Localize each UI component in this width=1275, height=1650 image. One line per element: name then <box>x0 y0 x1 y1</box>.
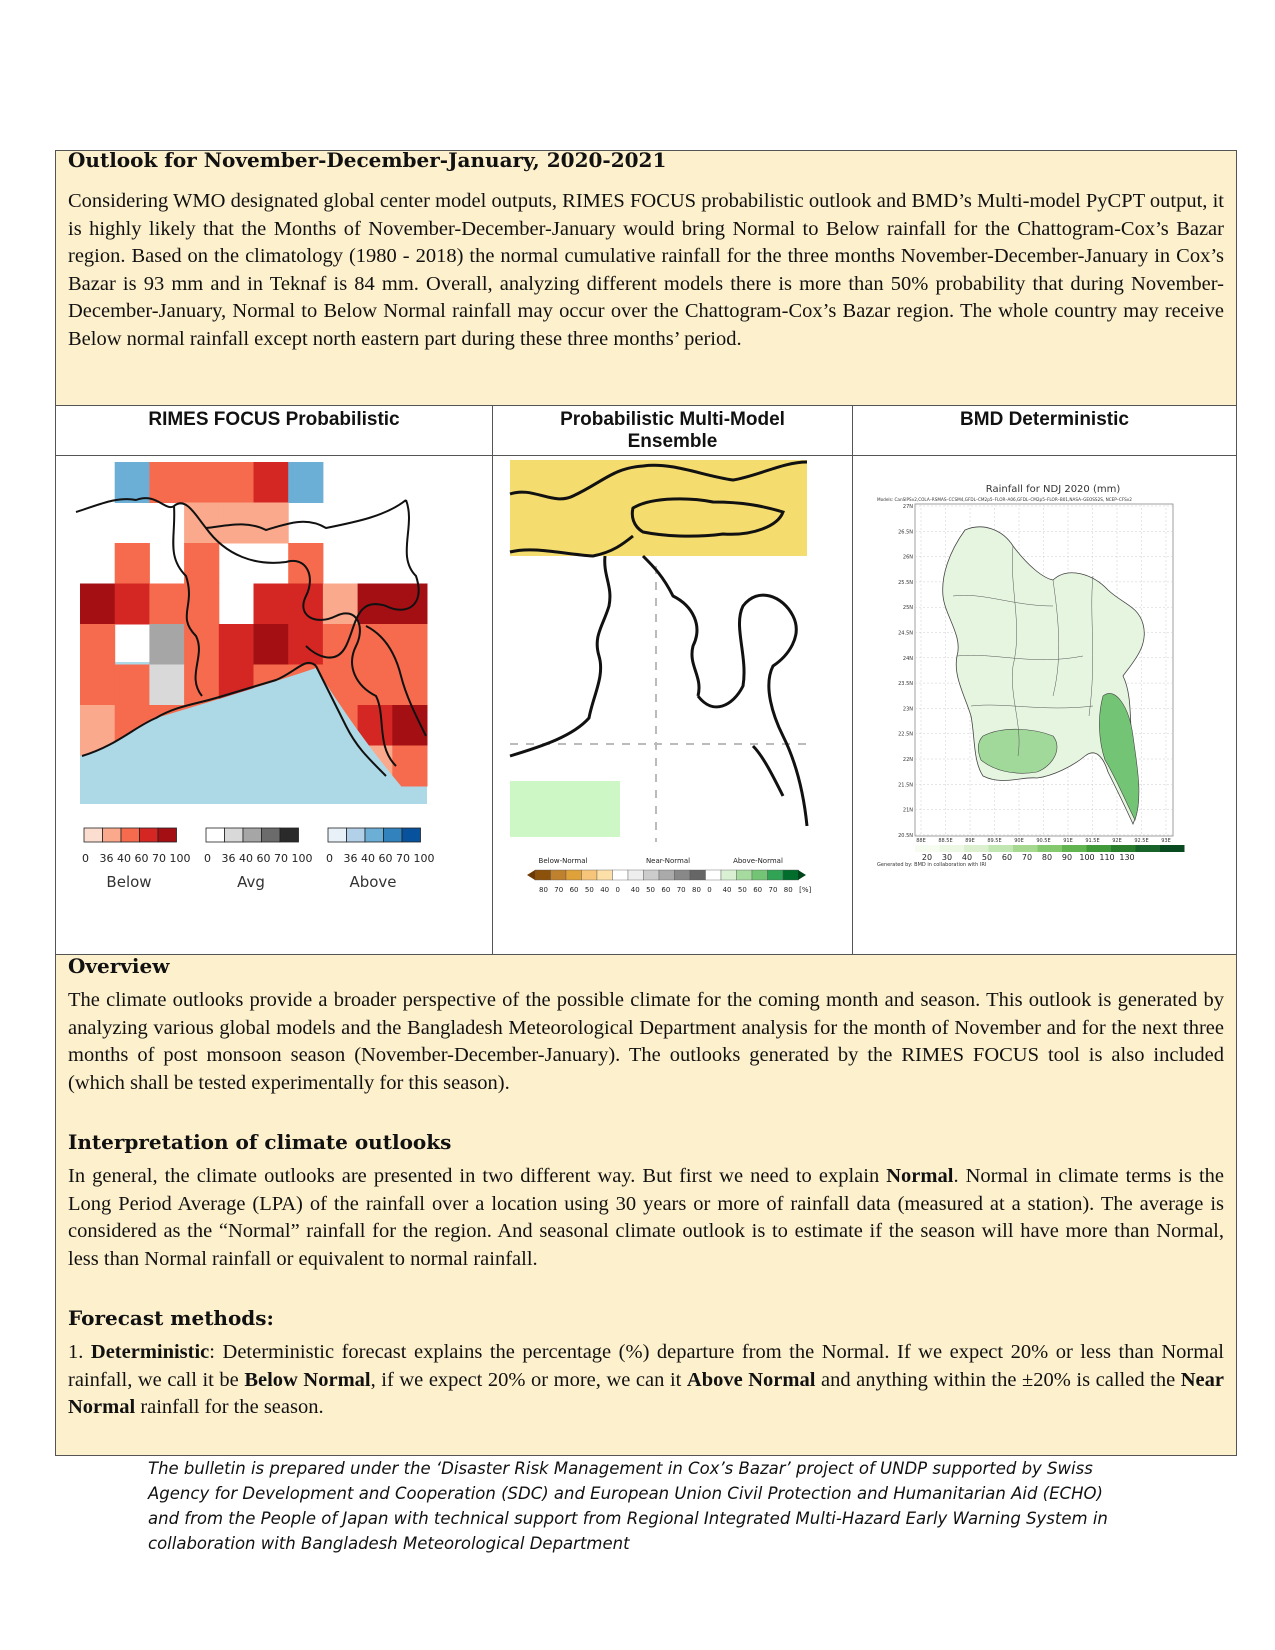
near-normal-area <box>510 781 620 837</box>
pmme-legend-swatch <box>566 870 582 880</box>
pmme-legend-tick: 60 <box>753 886 763 894</box>
legend-swatch <box>84 828 103 842</box>
grid-cell <box>288 462 323 503</box>
bmd-colorbar-swatch <box>1160 845 1185 852</box>
pmme-legend-tick: 60 <box>569 886 579 894</box>
grid-cell <box>115 543 150 584</box>
rimes-focus-header: RIMES FOCUS Probabilistic <box>56 406 492 456</box>
bmd-lat-label: 21.5N <box>898 782 913 789</box>
grid-cell <box>219 624 254 665</box>
pmme-legend-swatch <box>721 870 737 880</box>
interpretation-text-2: . Normal in climate terms is the Long Period Average (LPA) of the rainfall over a location using 30 years or more of rainfall data (measured at a station). The average is considered as the “Normal” rainfall for the region. And seasonal climate outlook is to estimate if the season will have more than Normal, less than Normal rainfall or equivalent to normal rainfall. <box>68 1165 1224 1270</box>
bmd-colorbar-swatch <box>1087 845 1112 852</box>
grid-cell <box>149 665 184 706</box>
bmd-lon-label: 92E <box>1112 838 1122 844</box>
grid-cell <box>392 705 427 746</box>
grid-cell <box>80 584 115 625</box>
bmd-lat-label: 23N <box>902 706 913 713</box>
grid-cell <box>254 503 289 544</box>
pmme-legend-near-title: Near-Normal <box>645 857 691 865</box>
lower-section <box>56 953 1236 1422</box>
grid-cell <box>80 665 115 706</box>
pmme-legend-swatch <box>737 870 753 880</box>
grid-cell <box>184 624 219 665</box>
rimes-focus-panel <box>55 406 493 954</box>
bmd-colorbar-tick: 30 <box>941 853 953 862</box>
pmme-legend-tick: [%] <box>799 886 812 894</box>
grid-cell <box>80 705 115 746</box>
legend-swatch <box>262 828 281 842</box>
pmme-legend-swatch <box>551 870 567 880</box>
bmd-lon-label: 92.5E <box>1134 838 1149 844</box>
pmme-legend-swatch <box>783 870 799 880</box>
grid-cell <box>115 462 150 503</box>
bmd-colorbar-swatch <box>940 845 965 852</box>
legend-swatch <box>140 828 159 842</box>
pmme-legend-swatch <box>597 870 613 880</box>
pmme-header <box>493 406 852 456</box>
bmd-colorbar-tick: 60 <box>1001 853 1013 862</box>
legend-tick-label: 60 <box>378 852 393 865</box>
bmd-colorbar-tick: 70 <box>1021 853 1033 862</box>
grid-cell <box>288 543 323 584</box>
pmme-legend-swatch <box>752 870 768 880</box>
pmme-legend-below-title: Below-Normal <box>538 857 588 865</box>
grid-cell <box>392 665 427 706</box>
legend-tick-label: 70 <box>274 852 288 865</box>
legend-swatch <box>225 828 244 842</box>
legend-tick-label: 0 <box>82 852 89 865</box>
bmd-panel <box>853 406 1237 954</box>
methods-body <box>68 1339 1224 1422</box>
bmd-lat-label: 24N <box>902 655 913 662</box>
grid-cell <box>254 624 289 665</box>
bmd-lon-label: 93E <box>1161 838 1171 844</box>
bmd-colorbar-tick: 100 <box>1079 853 1095 862</box>
bmd-lat-label: 22N <box>902 757 913 763</box>
pmme-legend-tick: 50 <box>646 886 656 894</box>
bmd-colorbar-swatch <box>1013 845 1038 852</box>
legend-above-bar <box>328 828 421 842</box>
bmd-lat-label: 25.5N <box>898 579 913 586</box>
methods-title: Forecast methods: <box>68 1306 274 1330</box>
bmd-colorbar-swatch <box>1062 845 1087 852</box>
method-near-normal: Near Normal <box>68 1368 1224 1418</box>
pmme-legend-tick: 70 <box>676 886 686 894</box>
pmme-legend-swatch <box>675 870 691 880</box>
legend-swatch <box>402 828 421 842</box>
bmd-lon-label: 88E <box>916 838 926 844</box>
bmd-colorbar-swatch <box>1038 845 1063 852</box>
pmme-legend-swatch <box>613 870 629 880</box>
interpretation-body <box>68 1163 1224 1273</box>
pmme-legend-tick: 50 <box>737 886 747 894</box>
legend-avg-bar <box>206 828 299 842</box>
legend-swatch <box>158 828 177 842</box>
bmd-colorbar-tick: 110 <box>1099 853 1115 862</box>
legend-swatch <box>103 828 122 842</box>
pmme-legend-swatch <box>628 870 644 880</box>
method-number: 1. <box>68 1341 91 1363</box>
bmd-colorbar-tick: 50 <box>981 853 993 862</box>
pmme-panel <box>493 406 853 954</box>
legend-above-label: Above <box>349 873 397 891</box>
grid-cell <box>149 624 184 665</box>
legend-avg-label: Avg <box>237 873 265 891</box>
legend-below-label: Below <box>106 873 152 891</box>
bmd-lat-label: 27N <box>902 504 913 510</box>
bmd-lon-label: 91.5E <box>1085 838 1100 844</box>
bmd-lat-label: 24.5N <box>898 630 913 637</box>
legend-swatch <box>121 828 140 842</box>
grid-cell <box>219 503 254 544</box>
pmme-header-line1: Probabilistic Multi-Model <box>560 409 785 430</box>
pmme-legend-arrow-right <box>798 870 806 880</box>
pmme-legend-tick: 80 <box>692 886 701 894</box>
bmd-lon-label: 88.5E <box>938 838 953 844</box>
legend-tick-label: 36 <box>221 852 236 865</box>
interpretation-text-1: In general, the climate outlooks are presented in two different way. But first we need to explain <box>68 1165 887 1187</box>
bmd-lat-label: 26N <box>902 554 913 561</box>
outlook-title: Outlook for November-December-January, 2020-2021 <box>68 148 667 172</box>
legend-swatch <box>365 828 384 842</box>
legend-tick-label: 36 <box>99 852 114 865</box>
pmme-legend-swatch <box>535 870 551 880</box>
grid-cell <box>358 665 393 706</box>
grid-cell <box>184 543 219 584</box>
grid-cell <box>80 624 115 665</box>
overview-title: Overview <box>68 954 170 978</box>
pmme-legend-tick: 40 <box>722 886 732 894</box>
legend-tick-label: 40 <box>361 852 375 865</box>
grid-cell <box>219 462 254 503</box>
legend-tick-label: 60 <box>134 852 149 865</box>
legend-tick-label: 40 <box>239 852 253 865</box>
bmd-colorbar-swatch <box>989 845 1014 852</box>
bmd-colorbar-swatch <box>1136 845 1161 852</box>
bmd-map-title: Rainfall for NDJ 2020 (mm) <box>985 484 1121 495</box>
bmd-lon-label: 89.5E <box>987 838 1002 844</box>
bmd-colorbar-swatch <box>1111 845 1136 852</box>
pmme-legend-tick: 40 <box>630 886 640 894</box>
legend-swatch <box>347 828 366 842</box>
pmme-legend <box>527 857 811 894</box>
legend-tick-label: 36 <box>343 852 358 865</box>
pmme-legend-tick: 70 <box>554 886 564 894</box>
bmd-lon-label: 90E <box>1014 838 1024 844</box>
bmd-lat-label: 22.5N <box>898 731 913 738</box>
pmme-legend-above-title: Above-Normal <box>733 857 783 865</box>
grid-cell <box>184 462 219 503</box>
method-deterministic: Deterministic <box>90 1341 210 1363</box>
legend-tick-label: 40 <box>117 852 131 865</box>
footer-note: The bulletin is prepared under the ‘Disaster Risk Management in Cox’s Bazar’ project of UNDP supported by Swiss Agency for Development and Cooperation (SDC) and European Union Civil Protection and Humanitarian Aid (ECHO) and from the People of Japan with technical support from Regional Integrated Multi-Hazard Early Warning System in collaboration with Bangladesh Meteorological Department <box>148 1459 1108 1553</box>
pmme-legend-tick: 70 <box>768 886 778 894</box>
overview-body: The climate outlooks provide a broader perspective of the possible climate for the coming month and season. This outlook is generated by analyzing various global models and the Bangladesh Meteorological Department analysis for the month of November and for the next three months of post monsoon season (November-December-January). The outlooks generated by the RIMES FOCUS tool is also included (which shall be tested experimentally for this season). <box>68 989 1224 1094</box>
pmme-legend-swatch <box>706 870 722 880</box>
bmd-colorbar-tick: 40 <box>961 853 973 862</box>
pmme-legend-tick: 40 <box>600 886 610 894</box>
interpretation-title: Interpretation of climate outlooks <box>68 1130 452 1154</box>
grid-cell <box>149 462 184 503</box>
rimes-legend <box>82 828 435 891</box>
bmd-header: BMD Deterministic <box>853 406 1236 456</box>
pmme-header-line2: Ensemble <box>627 431 718 452</box>
legend-swatch <box>243 828 262 842</box>
grid-cell <box>115 665 150 706</box>
bmd-lat-label: 21N <box>902 807 913 814</box>
bmd-lat-label: 26.5N <box>898 529 913 536</box>
grid-cell <box>392 746 427 787</box>
pmme-legend-swatch <box>690 870 706 880</box>
grid-cell <box>149 584 184 625</box>
legend-tick-label: 100 <box>413 852 435 865</box>
legend-tick-label: 100 <box>169 852 191 865</box>
legend-below-bar <box>84 828 177 842</box>
legend-tick-label: 60 <box>256 852 271 865</box>
grid-cell <box>392 584 427 625</box>
method-text-3: and anything within the ±20% is called the <box>815 1368 1181 1391</box>
outlook-section <box>56 148 1236 405</box>
grid-cell <box>288 584 323 625</box>
bmd-models-line: Models: CanSIPSv2,COLA–RSMAS–CCSM4,GFDL–CM2p5–FLOR–A06,GFDL–CM2p5–FLOR–B01,NASA–GEOSS2S, NCEP–CFSv2 <box>877 497 1132 502</box>
grid-cell <box>288 624 323 665</box>
legend-tick-label: 70 <box>396 852 410 865</box>
bmd-lat-label: 23.5N <box>898 681 913 688</box>
pmme-legend-arrow-left <box>527 870 535 880</box>
pmme-legend-tick: 50 <box>584 886 594 894</box>
grid-cell <box>392 624 427 665</box>
bmd-lon-label: 91E <box>1063 838 1073 844</box>
grid-cell <box>254 462 289 503</box>
bmd-colorbar-swatch <box>915 845 940 852</box>
legend-tick-label: 70 <box>152 852 166 865</box>
legend-swatch <box>206 828 225 842</box>
legend-tick-label: 0 <box>326 852 333 865</box>
rimes-focus-map <box>56 456 492 952</box>
bmd-colorbar <box>915 845 1185 852</box>
pmme-legend-tick: 80 <box>539 886 548 894</box>
pmme-legend-tick: 80 <box>783 886 793 894</box>
bmd-lon-label: 89E <box>965 838 975 844</box>
bmd-lon-label: 90.5E <box>1036 838 1051 844</box>
outlook-body: Considering WMO designated global center model outputs, RIMES FOCUS probabilistic outlook and BMD’s Multi-model PyCPT output, it is highly likely that the Months of November-December-January would bring Normal to Below rainfall for the Chattogram-Cox’s Bazar region. Based on the climatology (1980 - 2018) the normal cumulative rainfall for the three months November-December-January in Cox’s Bazar is 93 mm and in Teknaf is 84 mm. Overall, analyzing different models there is more than 50% probability that during November-December-January, Normal to Below Normal rainfall may occur over the Chattogram-Cox’s Bazar region. The whole country may receive Below normal rainfall except north eastern part during these three months’ period. <box>68 190 1224 350</box>
pmme-legend-swatch <box>768 870 784 880</box>
pmme-legend-swatch <box>659 870 675 880</box>
method-above-normal: Above Normal <box>686 1368 816 1391</box>
bmd-colorbar-tick: 90 <box>1061 853 1073 862</box>
interpretation-normal-bold: Normal <box>886 1165 954 1187</box>
grid-cell <box>254 584 289 625</box>
legend-tick-label: 100 <box>291 852 313 865</box>
bmd-credit: Generated by: BMD in collaboration with IRI <box>877 862 987 868</box>
bmd-colorbar-tick: 130 <box>1119 853 1135 862</box>
method-text-4: rainfall for the season. <box>135 1396 324 1418</box>
method-below-normal: Below Normal <box>244 1368 371 1391</box>
legend-swatch <box>280 828 299 842</box>
pmme-map <box>493 456 851 952</box>
method-text-2: , if we expect 20% or more, we can it <box>370 1368 687 1391</box>
legend-swatch <box>384 828 403 842</box>
bmd-map <box>853 456 1235 952</box>
bmd-colorbar-swatch <box>964 845 989 852</box>
method-text-1: : Deterministic forecast explains the percentage (%) departure from the Normal. If we expect 20% or less than Normal rainfall, we call it be <box>68 1341 1224 1391</box>
pmme-legend-tick: 0 <box>615 886 620 894</box>
pmme-legend-tick: 0 <box>707 886 712 894</box>
bulletin-frame <box>55 150 1237 1456</box>
legend-tick-label: 0 <box>204 852 211 865</box>
pmme-legend-swatch <box>644 870 660 880</box>
bmd-colorbar-tick: 20 <box>921 853 933 862</box>
pmme-legend-swatch <box>582 870 598 880</box>
figure-row <box>55 405 1237 955</box>
pmme-legend-tick: 60 <box>661 886 671 894</box>
legend-swatch <box>328 828 347 842</box>
bmd-lat-label: 20.5N <box>898 832 913 839</box>
bmd-lat-label: 25N <box>902 605 913 612</box>
bmd-colorbar-tick: 80 <box>1041 853 1053 862</box>
grid-cell <box>115 584 150 625</box>
